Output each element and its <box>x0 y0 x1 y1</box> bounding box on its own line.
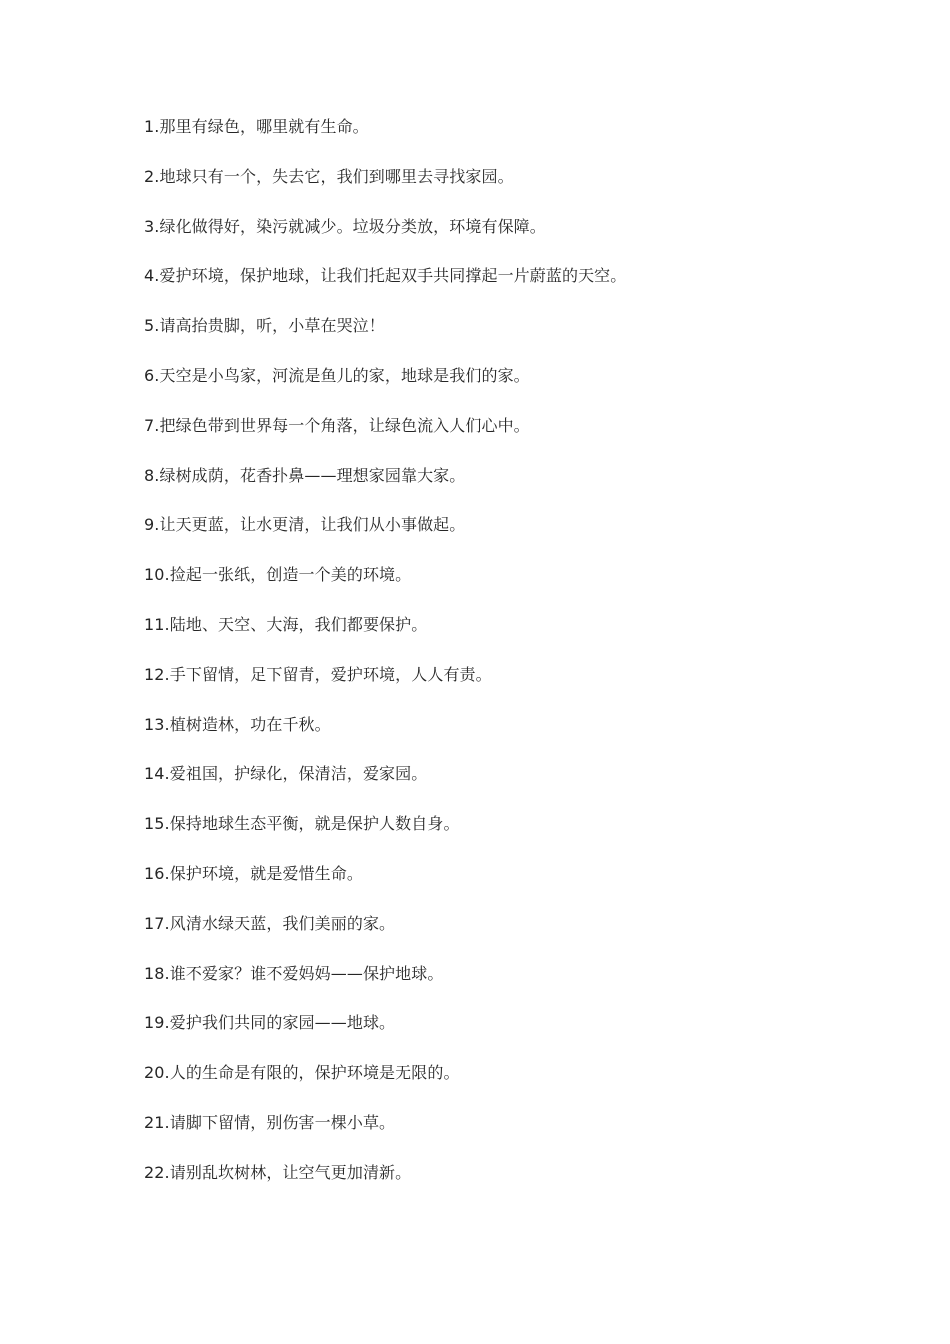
list-item: 6.天空是小鸟家，河流是鱼儿的家，地球是我们的家。 <box>144 365 530 385</box>
list-item: 22.请别乱坎树林，让空气更加清新。 <box>144 1162 412 1182</box>
list-item: 4.爱护环境，保护地球，让我们托起双手共同撑起一片蔚蓝的天空。 <box>144 266 627 286</box>
list-item: 5.请高抬贵脚，听，小草在哭泣！ <box>144 316 385 336</box>
list-item: 2.地球只有一个，失去它，我们到哪里去寻找家园。 <box>144 166 514 186</box>
list-item: 16.保护环境，就是爱惜生命。 <box>144 863 363 883</box>
list-item: 20.人的生命是有限的，保护环境是无限的。 <box>144 1063 460 1083</box>
list-item: 13.植树造林，功在千秋。 <box>144 714 331 734</box>
list-item: 18.谁不爱家？谁不爱妈妈——保护地球。 <box>144 963 444 983</box>
list-item: 21.请脚下留情，别伤害一棵小草。 <box>144 1112 396 1132</box>
list-item: 12.手下留情，足下留青，爱护环境，人人有责。 <box>144 664 492 684</box>
list-item: 19.爱护我们共同的家园——地球。 <box>144 1013 396 1033</box>
list-item: 9.让天更蓝，让水更清，让我们从小事做起。 <box>144 515 466 535</box>
list-item: 8.绿树成荫，花香扑鼻——理想家园靠大家。 <box>144 465 466 485</box>
list-item: 11.陆地、天空、大海，我们都要保护。 <box>144 614 428 634</box>
list-item: 1.那里有绿色，哪里就有生命。 <box>144 117 369 136</box>
list-item: 3.绿化做得好，染污就减少。垃圾分类放，环境有保障。 <box>144 216 546 236</box>
slogan-list <box>144 112 626 1208</box>
list-item: 10.捡起一张纸，创造一个美的环境。 <box>144 565 412 585</box>
list-item: 7.把绿色带到世界每一个角落，让绿色流入人们心中。 <box>144 415 530 435</box>
list-item: 14.爱祖国，护绿化，保清洁，爱家园。 <box>144 764 428 784</box>
list-item: 17.风清水绿天蓝，我们美丽的家。 <box>144 913 396 933</box>
list-item: 15.保持地球生态平衡，就是保护人数自身。 <box>144 814 460 834</box>
